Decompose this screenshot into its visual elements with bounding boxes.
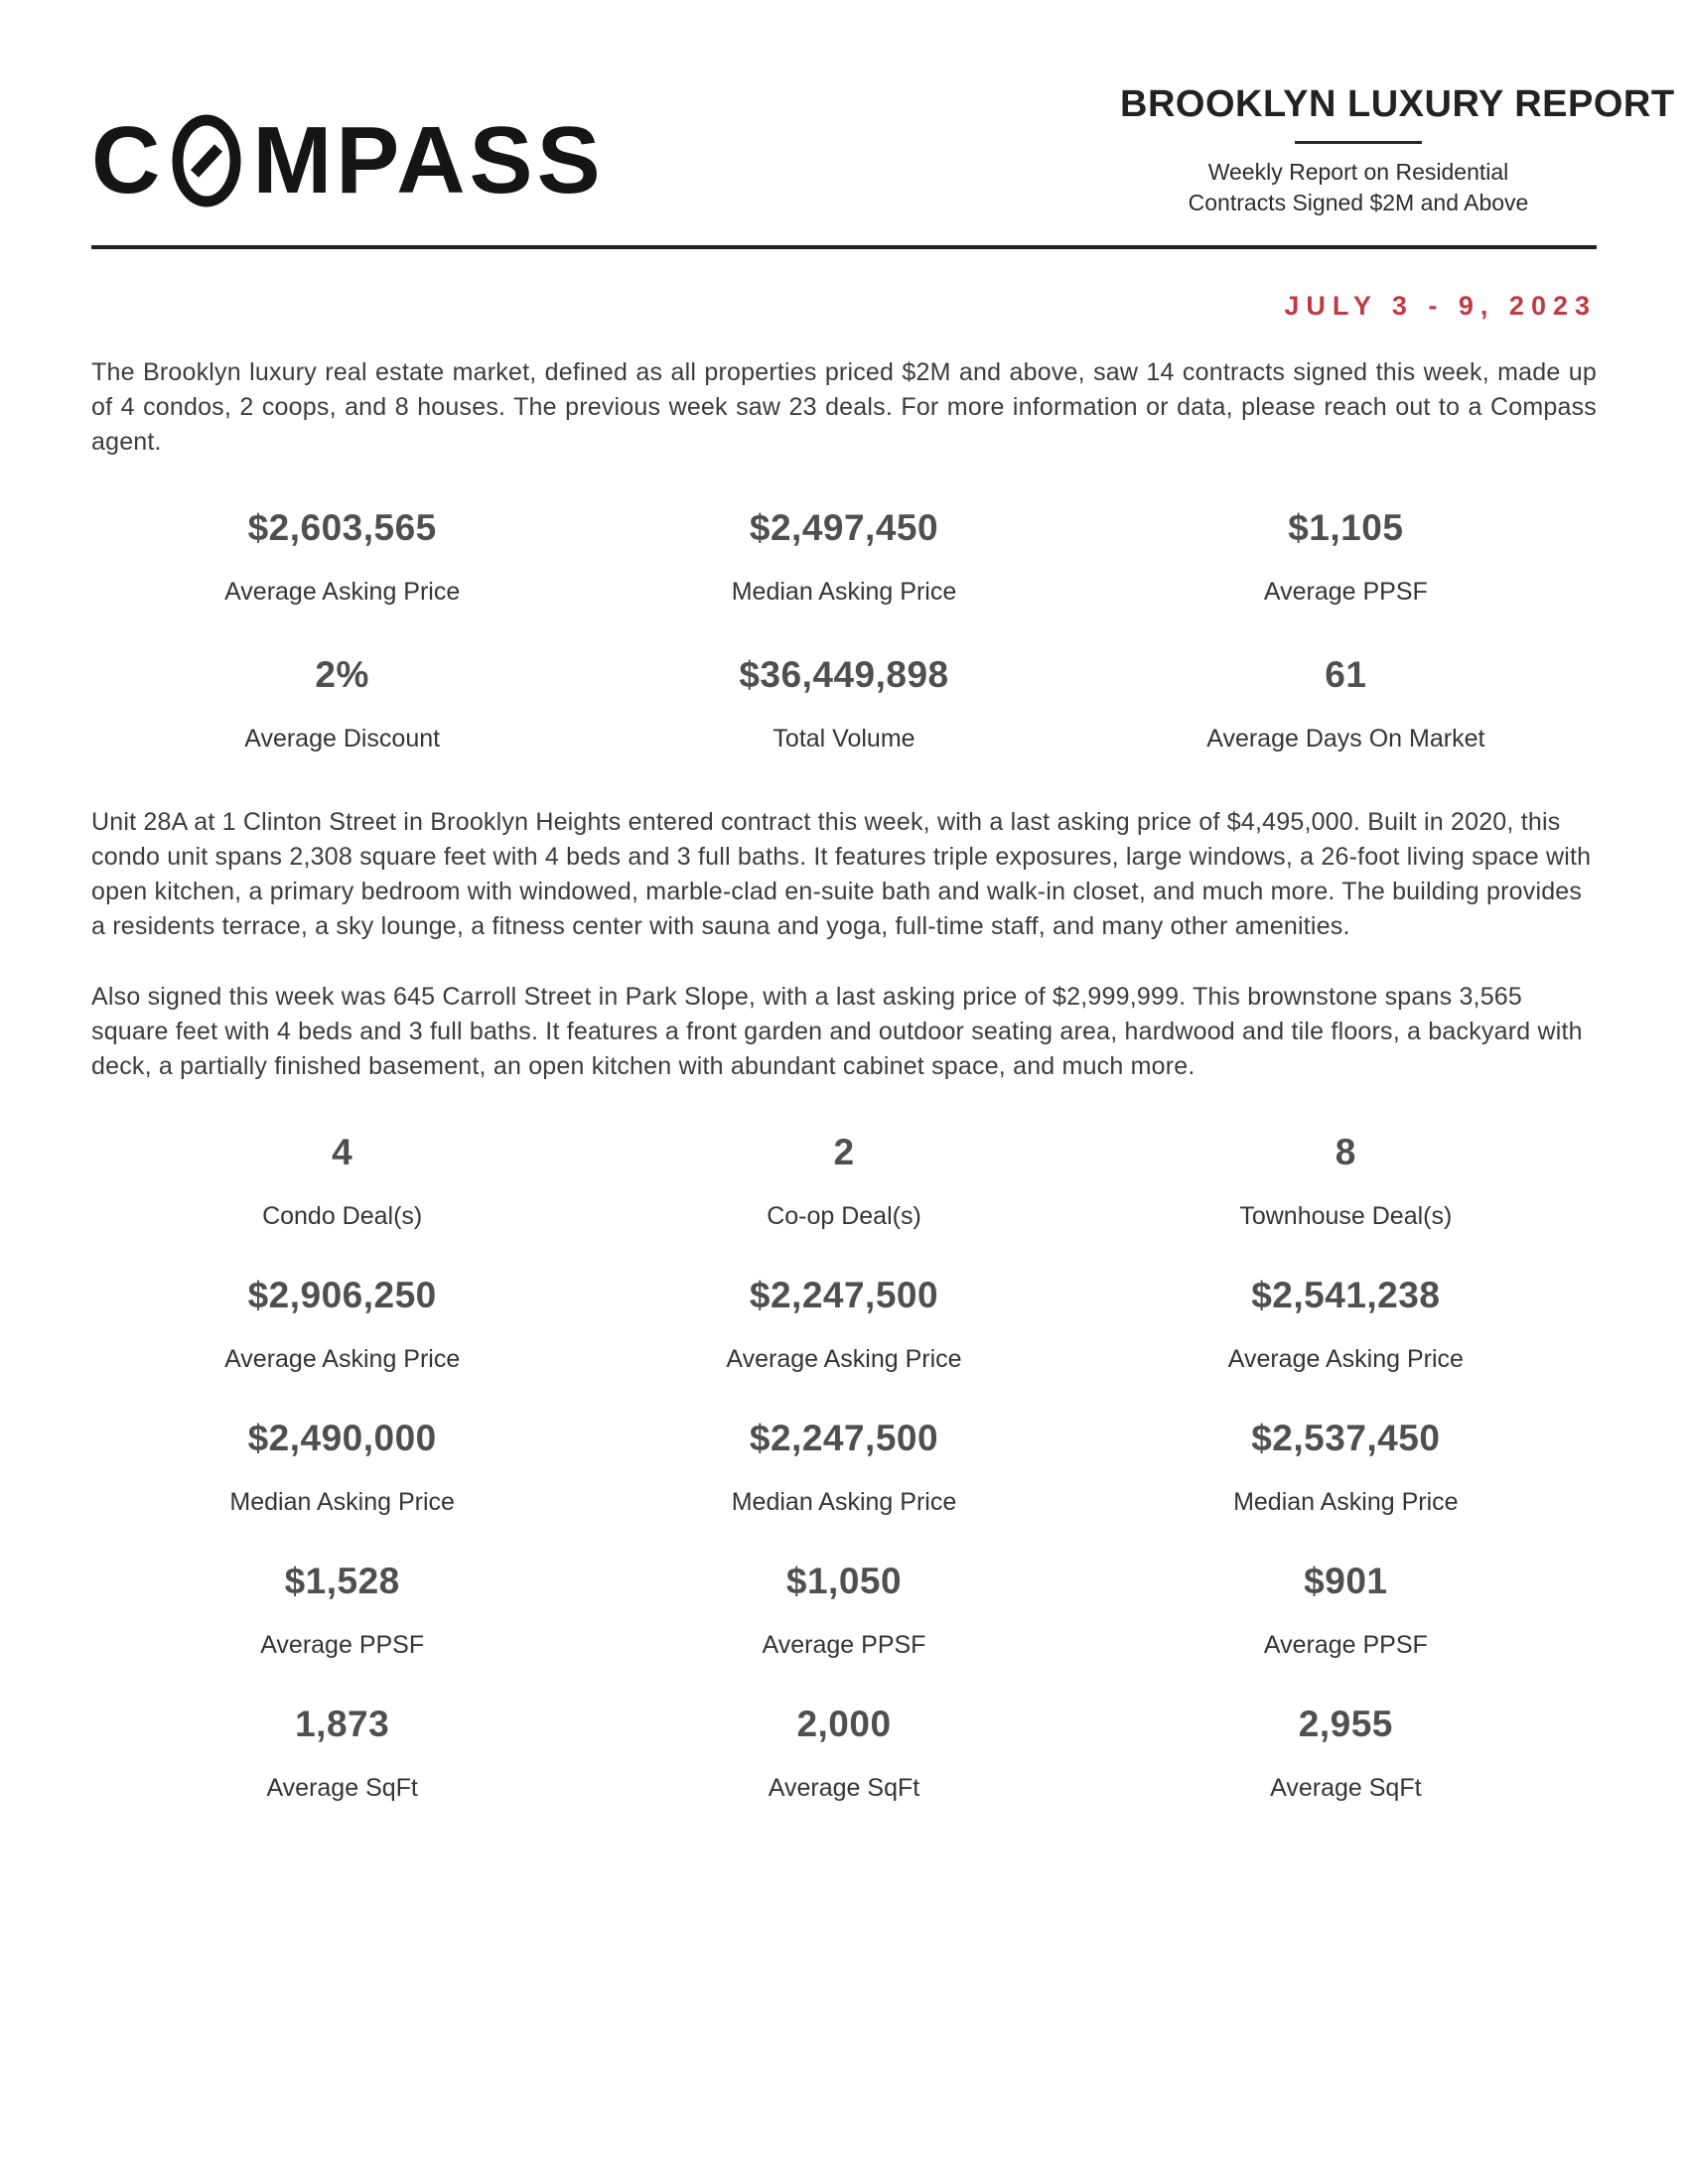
- stat-value: $2,247,500: [749, 1275, 939, 1315]
- stat-condo-average-ppsf: [91, 1561, 593, 1660]
- stat-label: Average PPSF: [260, 1631, 425, 1659]
- stat-value: $2,603,565: [247, 507, 437, 548]
- intro-paragraph: The Brooklyn luxury real estate market, defined as all properties priced $2M and above, saw 14 contracts signed this week, made up of 4 condos, 2 coops, and 8 houses. The previous week saw 23 deals. For more information or data, please reach out to a Compass agent.: [91, 358, 1597, 456]
- report-header: [91, 0, 1675, 218]
- compass-needle-icon: [171, 114, 242, 207]
- stat-coop-average-ppsf: [593, 1561, 1094, 1660]
- stat-value: 8: [1335, 1132, 1356, 1172]
- stat-value: $2,537,450: [1251, 1418, 1441, 1458]
- stat-townhouse-average-asking-price: [1095, 1275, 1597, 1374]
- stat-label: Average SqFt: [1270, 1774, 1422, 1802]
- stat-label: Townhouse Deal(s): [1239, 1202, 1453, 1230]
- stat-label: Average PPSF: [1263, 578, 1428, 606]
- stat-value: 2%: [315, 654, 369, 695]
- stat-label: Condo Deal(s): [262, 1202, 423, 1230]
- stat-label: Median Asking Price: [731, 1488, 957, 1516]
- stat-label: Average SqFt: [768, 1774, 920, 1802]
- header-rule: [91, 245, 1597, 249]
- stat-value: 1,873: [295, 1704, 390, 1744]
- stat-label: Average Days On Market: [1206, 725, 1485, 752]
- logo-letter-c: C: [91, 107, 165, 213]
- highlight-paragraph-carroll-street: Also signed this week was 645 Carroll Street in Park Slope, with a last asking price of $2,999,999. This brownstone spans 3,565 square feet with 4 beds and 3 full baths. It features a front garden and outdoor seating area, hardwood and tile floors, a backyard with deck, a partially finished basement, an open kitchen with abundant cabinet space, and much more.: [91, 983, 1583, 1080]
- stat-label: Average PPSF: [762, 1631, 926, 1659]
- stat-townhouse-deals: [1095, 1132, 1597, 1231]
- stat-label: Average SqFt: [266, 1774, 418, 1802]
- highlight-paragraph-clinton-street: Unit 28A at 1 Clinton Street in Brooklyn Heights entered contract this week, with a last asking price of $4,495,000. Built in 2020, this condo unit spans 2,308 square feet with 4 beds and 3 full baths. It features triple exposures, large windows, a 26-foot living space with open kitchen, a primary bedroom with windowed, marble-clad en-suite bath and walk-in closet, and much more. The building provides a residents terrace, a sky lounge, a fitness center with sauna and yoga, full-time staff, and many other amenities.: [91, 808, 1592, 940]
- stat-label: Average Asking Price: [726, 1345, 962, 1373]
- stat-label: Median Asking Price: [731, 578, 957, 606]
- stat-condo-median-asking-price: [91, 1418, 593, 1517]
- stat-condo-deals: [91, 1132, 593, 1231]
- stat-condo-average-sqft: [91, 1704, 593, 1803]
- stat-average-asking-price: [91, 507, 593, 607]
- stat-total-volume: [593, 654, 1094, 753]
- logo-letters-mpass: MPASS: [252, 107, 605, 213]
- stat-label: Average Asking Price: [224, 1345, 461, 1373]
- title-divider: [1295, 141, 1422, 144]
- stat-label: Average PPSF: [1263, 1631, 1428, 1659]
- compass-logo: [91, 107, 605, 213]
- stat-average-ppsf: [1095, 507, 1597, 607]
- stat-average-discount: [91, 654, 593, 753]
- subtitle-line-1: Weekly Report on Residential: [1207, 159, 1509, 185]
- stat-value: $2,490,000: [247, 1418, 437, 1458]
- stat-value: 2: [833, 1132, 855, 1172]
- stat-value: $2,497,450: [749, 507, 939, 548]
- stat-value: $1,105: [1288, 507, 1404, 548]
- stat-value: $2,247,500: [749, 1418, 939, 1458]
- stat-label: Co-op Deal(s): [767, 1202, 921, 1230]
- stat-value: $2,906,250: [247, 1275, 437, 1315]
- stat-median-asking-price: [593, 507, 1094, 607]
- stat-value: 61: [1325, 654, 1367, 695]
- stat-label: Median Asking Price: [229, 1488, 455, 1516]
- stat-coop-average-asking-price: [593, 1275, 1094, 1374]
- report-subtitle: [1120, 157, 1597, 218]
- report-title: BROOKLYN LUXURY REPORT: [1120, 83, 1675, 125]
- stat-value: 4: [332, 1132, 353, 1172]
- stat-townhouse-average-ppsf: [1095, 1561, 1597, 1660]
- stat-value: 2,955: [1298, 1704, 1393, 1744]
- stat-value: $1,528: [284, 1561, 400, 1601]
- stat-label: Total Volume: [773, 725, 915, 752]
- stat-townhouse-median-asking-price: [1095, 1418, 1597, 1517]
- stat-condo-average-asking-price: [91, 1275, 593, 1374]
- breakdown-stats-grid: [91, 1132, 1597, 1803]
- date-range: JULY 3 - 9, 2023: [1284, 291, 1597, 321]
- stat-coop-deals: [593, 1132, 1094, 1231]
- stat-label: Average Discount: [244, 725, 441, 752]
- stat-value: $1,050: [785, 1561, 903, 1601]
- stat-value: $36,449,898: [739, 654, 949, 695]
- report-masthead: [1120, 83, 1675, 218]
- stat-label: Median Asking Price: [1233, 1488, 1459, 1516]
- compass-needle-slash: [195, 148, 218, 174]
- stat-value: 2,000: [796, 1704, 892, 1744]
- subtitle-line-2: Contracts Signed $2M and Above: [1188, 190, 1529, 215]
- stat-value: $901: [1304, 1561, 1388, 1601]
- summary-stats-grid: [91, 507, 1597, 753]
- stat-coop-median-asking-price: [593, 1418, 1094, 1517]
- stat-value: $2,541,238: [1251, 1275, 1441, 1315]
- stat-label: Average Asking Price: [1227, 1345, 1464, 1373]
- stat-coop-average-sqft: [593, 1704, 1094, 1803]
- stat-average-days-on-market: [1095, 654, 1597, 753]
- stat-label: Average Asking Price: [224, 578, 461, 606]
- stat-townhouse-average-sqft: [1095, 1704, 1597, 1803]
